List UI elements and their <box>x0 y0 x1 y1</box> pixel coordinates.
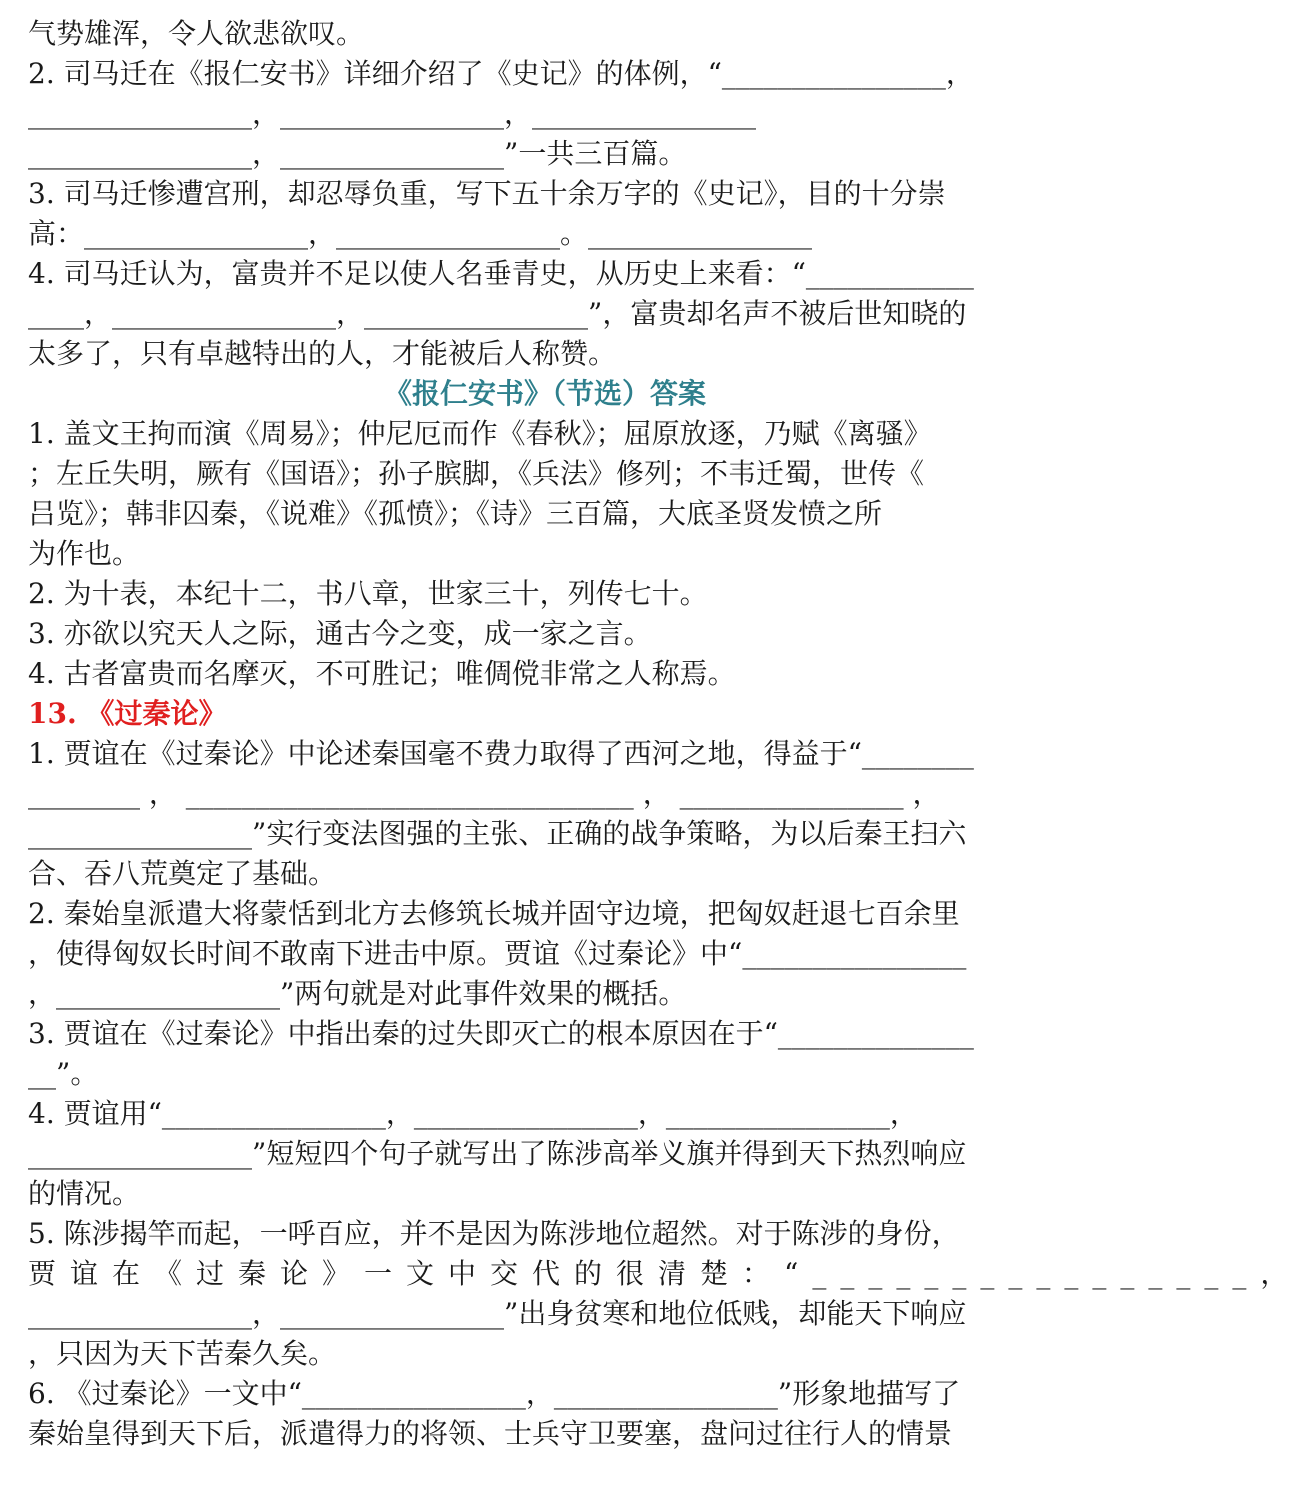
text-line: ________________，________________”出身贫寒和地位低贱，却能天下响应 <box>28 1297 967 1330</box>
text-line: 2. 为十表，本纪十二，书八章，世家三十，列传七十。 <box>28 577 708 610</box>
text-line: ________________，________________，________________ <box>28 97 757 130</box>
text-line: 3. 贾谊在《过秦论》中指出秦的过失即灭亡的根本原因在于“______________ <box>28 1017 974 1050</box>
text-line: 4. 古者富贵而名摩灭，不可胜记；唯倜傥非常之人称焉。 <box>28 657 736 690</box>
text-line: 5. 陈涉揭竿而起，一呼百应，并不是因为陈涉地位超然。对于陈涉的身份， <box>28 1217 960 1250</box>
text-line: 吕览》；韩非囚秦，《说难》《孤愤》；《诗》三百篇，大底圣贤发愤之所 <box>28 497 883 530</box>
text-line: ，只因为天下苦秦久矣。 <box>28 1337 337 1370</box>
text-line: 4. 贾谊用“________________，________________，________________， <box>28 1097 918 1130</box>
text-line: 高：________________，________________。________________ <box>28 217 813 250</box>
text-line: ，________________”两句就是对此事件效果的概括。 <box>28 977 687 1010</box>
text-line: ，使得匈奴长时间不敢南下进击中原。贾谊《过秦论》中“________________ <box>28 937 967 970</box>
text-line: 1. 盖文王拘而演《周易》；仲尼厄而作《春秋》；屈原放逐，乃赋《离骚》 <box>28 417 932 450</box>
text-line: ________________”实行变法图强的主张、正确的战争策略，为以后秦王扫六 <box>28 817 967 850</box>
text-line: ；左丘失明，厥有《国语》；孙子膑脚，《兵法》修列；不韦迁蜀，世传《 <box>28 457 925 490</box>
text-line: 的情况。 <box>28 1177 141 1210</box>
document-page <box>28 14 1302 1454</box>
text-line: 3. 司马迁惨遭宫刑，却忍辱负重，写下五十余万字的《史记》，目的十分崇 <box>28 177 946 210</box>
text-line: ________ ， ________________________________ ， ________________ ， <box>28 777 941 810</box>
text-line: ____，________________，________________”，富贵却名声不被后世知晓的 <box>28 297 967 330</box>
text-line: 2. 司马迁在《报仁安书》详细介绍了《史记》的体例，“________________， <box>28 57 974 90</box>
section-heading: 13. 《过秦论》 <box>28 697 227 730</box>
text-line: ________________”短短四个句子就写出了陈涉高举义旗并得到天下热烈响应 <box>28 1137 967 1170</box>
text-line: __”。 <box>28 1057 99 1090</box>
text-line: 1. 贾谊在《过秦论》中论述秦国毫不费力取得了西河之地，得益于“________ <box>28 737 974 770</box>
text-line: 贾谊在《过秦论》一文中交代的很清楚：“________________， <box>28 1257 1302 1290</box>
text-line: ________________，________________”一共三百篇。 <box>28 137 687 170</box>
text-line: 秦始皇得到天下后，派遣得力的将领、士兵守卫要塞，盘问过往行人的情景 <box>28 1417 953 1450</box>
answer-heading: 《报仁安书》（节选）答案 <box>383 377 706 410</box>
text-line: 6. 《过秦论》一文中“________________，________________”形象地描写了 <box>28 1377 961 1410</box>
text-line: 合、吞八荒奠定了基础。 <box>28 857 337 890</box>
text-line: 为作也。 <box>28 537 141 570</box>
text-line: 2. 秦始皇派遣大将蒙恬到北方去修筑长城并固守边境，把匈奴赶退七百余里 <box>28 897 960 930</box>
text-line: 太多了，只有卓越特出的人，才能被后人称赞。 <box>28 337 617 370</box>
text-line: 4. 司马迁认为，富贵并不足以使人名垂青史，从历史上来看：“____________ <box>28 257 974 290</box>
text-line: 3. 亦欲以究天人之际，通古今之变，成一家之言。 <box>28 617 652 650</box>
text-line: 气势雄浑，令人欲悲欲叹。 <box>28 17 365 50</box>
